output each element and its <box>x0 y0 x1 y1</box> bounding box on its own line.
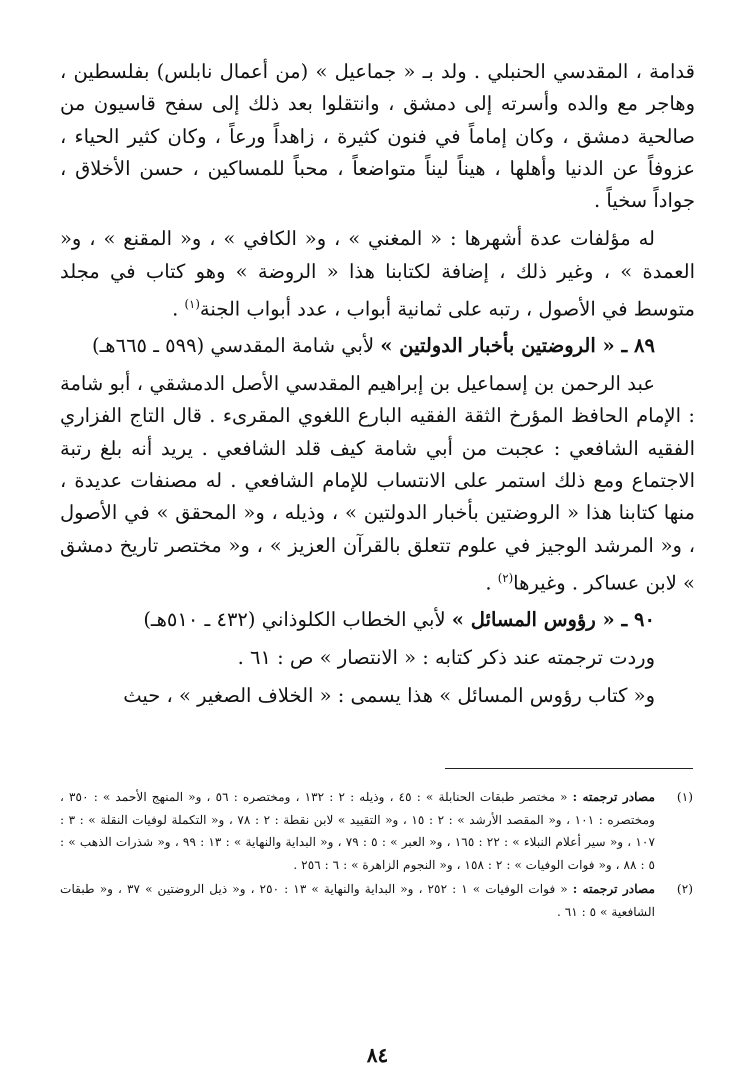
paragraph-text: عبد الرحمن بن إسماعيل بن إبراهيم المقدسي الأصل الدمشقي ، أبو شامة : الإمام الحافظ المؤرخ الثقة الفقيه البارع اللغوي المقرىء . قال التاج الفزاري الفقيه الشافعي : عجبت من أبي شامة كيف قلد الشافعي . يريد أنه بلغ رتبة الاجتماع ومع ذلك استمر على الانتساب للإمام الشافعي . له مصنفات عديدة ، منها كتابنا هذا « الروضتين بأخبار الدولتين » ، وذيله ، و« المحقق » في الأصول ، و« المرشد الوجيز في علوم تتعلق بالقرآن العزيز » ، و« مختصر تاريخ دمشق » لابن عساكر . وغيرها <box>60 372 695 595</box>
paragraph-works <box>60 223 695 325</box>
page-number: ٨٤ <box>366 1043 389 1067</box>
footnote-body <box>60 878 655 923</box>
footnote-number: (١) <box>676 790 693 804</box>
paragraph-text: قدامة ، المقدسي الحنبلي . ولد بـ « جماعيل » (من أعمال نابلس) بفلسطين ، وهاجر مع والده وأسرته إلى دمشق ، وانتقلوا بعد ذلك إلى سفح قاسيون من صالحية دمشق ، وكان إماماً في فنون كثيرة ، زاهداً ورعاً ، وكان كثير الحياء ، عزوفاً عن الدنيا وأهلها ، هيناً ليناً متواضعاً ، محباً للمساكين ، حسن الأخلاق ، جواداً سخياً . <box>60 60 695 213</box>
paragraph-biography <box>60 56 695 217</box>
footnote-label: مصادر ترجمته : <box>572 882 656 897</box>
paragraph-text: و« كتاب رؤوس المسائل » هذا يسمى : « الخلاف الصغير » ، حيث <box>123 684 655 708</box>
main-text <box>60 56 695 713</box>
entry-title: ٨٩ ـ « الروضتين بأخبار الدولتين » <box>380 333 655 357</box>
entry-author: لأبي شامة المقدسي (٥٩٩ ـ ٦٦٥هـ) <box>91 333 381 357</box>
footnote-divider <box>445 768 693 769</box>
footnote-body <box>60 786 655 876</box>
paragraph-text: . <box>172 297 185 321</box>
paragraph-continues <box>60 680 695 712</box>
footnote-label: مصادر ترجمته : <box>572 790 655 804</box>
entry-author: لأبي الخطاب الكلوذاني (٤٣٢ ـ ٥١٠هـ) <box>143 607 452 631</box>
footnote-marker: (١) <box>184 297 200 312</box>
footnote-1 <box>60 786 693 876</box>
paragraph-text: . <box>485 571 498 595</box>
entry-heading-90 <box>60 604 695 636</box>
paragraph-text: له مؤلفات عدة أشهرها : « المغني » ، و« الكافي » ، و« المقنع » ، و« العمدة » ، وغير ذلك ، إضافة لكتابنا هذا « الروضة » وهو كتاب في مجلد متوسط في الأصول ، رتبه على ثمانية أبواب ، عدد أبواب الجنة <box>60 227 695 321</box>
footnote-2 <box>60 878 693 923</box>
paragraph-reference <box>60 642 695 674</box>
paragraph-text: وردت ترجمته عند ذكر كتابه : « الانتصار » ص : ٦١ . <box>237 646 655 670</box>
footnote-text: « فوات الوفيات » ١ : ٢٥٢ ، و« البداية والنهاية » ١٣ : ٢٥٠ ، و« ذيل الروضتين » ٣٧ ، و« طبقات الشافعية » ٥ : ٦١ . <box>60 882 655 919</box>
paragraph-abu-shama <box>60 368 695 600</box>
entry-heading-89 <box>60 330 695 362</box>
footnote-number: (٢) <box>676 882 693 897</box>
footnotes <box>60 786 693 926</box>
footnote-marker: (٢) <box>497 570 514 585</box>
entry-title: ٩٠ ـ « رؤوس المسائل » <box>451 607 655 631</box>
footnote-text: « مختصر طبقات الحنابلة » : ٤٥ ، وذيله : ٢ : ١٣٢ ، ومختصره : ٥٦ ، و« المنهج الأحمد » : ٣٥٠ ، ومختصره : ١٠١ ، و« المقصد الأرشد » : ٢ : ١٥ ، و« التقييد » لابن نقطة : ٢ : ٧٨ ، و« التكملة لوفيات النقلة » : ٣ : ١٠٧ ، و« سير أعلام النبلاء » : ٢٢ : ١٦٥ ، و« العبر » : ٥ : ٧٩ ، و« البداية والنهاية » : ١٣ : ٩٩ ، و« شذرات الذهب » : ٥ : ٨٨ ، و« فوات الوفيات » : ٢ : ١٥٨ ، و« النجوم الزاهرة » : ٦ : ٢٥٦ . <box>60 790 656 872</box>
